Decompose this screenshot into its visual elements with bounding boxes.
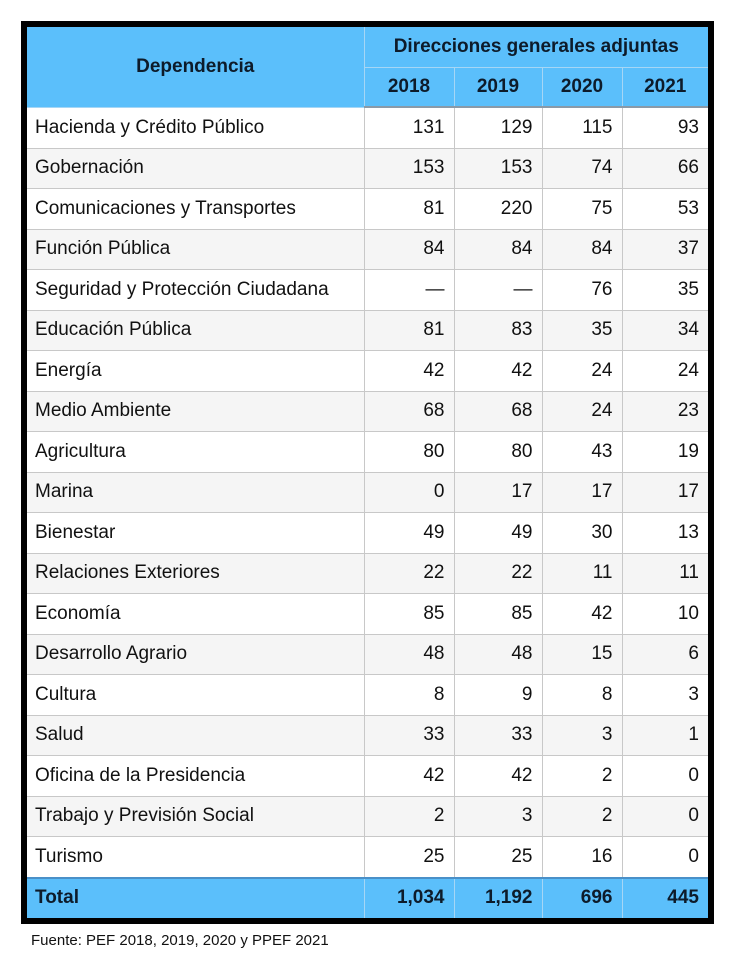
data-table-frame [21, 21, 714, 924]
value-2020: 24 [542, 351, 622, 392]
value-2020: 2 [542, 796, 622, 837]
value-2018: 81 [364, 310, 454, 351]
total-2019: 1,192 [454, 878, 542, 918]
table-row [27, 715, 708, 756]
dependency-name: Función Pública [27, 229, 364, 270]
value-2018: 84 [364, 229, 454, 270]
dependency-name: Agricultura [27, 432, 364, 473]
table-row [27, 148, 708, 189]
dependency-name: Trabajo y Previsión Social [27, 796, 364, 837]
value-2020: 76 [542, 270, 622, 311]
header-group-direcciones: Direcciones generales adjuntas [364, 27, 708, 68]
dependency-name: Medio Ambiente [27, 391, 364, 432]
value-2019: 84 [454, 229, 542, 270]
value-2019: 9 [454, 675, 542, 716]
value-2021: 66 [622, 148, 708, 189]
dependency-name: Turismo [27, 837, 364, 878]
value-2019: 17 [454, 472, 542, 513]
dependency-name: Cultura [27, 675, 364, 716]
value-2018: 42 [364, 756, 454, 797]
table-footer [27, 878, 708, 918]
dependency-name: Economía [27, 594, 364, 635]
value-2019: 42 [454, 756, 542, 797]
table-row [27, 472, 708, 513]
source-note: Fuente: PEF 2018, 2019, 2020 y PPEF 2021 [31, 932, 329, 949]
value-2019: 85 [454, 594, 542, 635]
value-2021: 1 [622, 715, 708, 756]
total-row [27, 878, 708, 918]
table-row [27, 229, 708, 270]
value-2020: 84 [542, 229, 622, 270]
total-2020: 696 [542, 878, 622, 918]
table-row [27, 634, 708, 675]
value-2018: 49 [364, 513, 454, 554]
dependency-name: Desarrollo Agrario [27, 634, 364, 675]
header-year-2020: 2020 [542, 68, 622, 108]
table-row [27, 107, 708, 148]
dependency-name: Energía [27, 351, 364, 392]
value-2019: 25 [454, 837, 542, 878]
value-2020: 115 [542, 107, 622, 148]
value-2018: 2 [364, 796, 454, 837]
value-2018: 8 [364, 675, 454, 716]
value-2021: 17 [622, 472, 708, 513]
header-dependencia: Dependencia [27, 27, 364, 107]
value-2018: 25 [364, 837, 454, 878]
value-2021: 3 [622, 675, 708, 716]
value-2021: 34 [622, 310, 708, 351]
value-2020: 74 [542, 148, 622, 189]
dependency-name: Gobernación [27, 148, 364, 189]
table-row [27, 189, 708, 230]
value-2021: 24 [622, 351, 708, 392]
value-2021: 6 [622, 634, 708, 675]
table-row [27, 837, 708, 878]
value-2019: 49 [454, 513, 542, 554]
value-2019: 3 [454, 796, 542, 837]
dependency-name: Hacienda y Crédito Público [27, 107, 364, 148]
value-2019: 80 [454, 432, 542, 473]
value-2019: 33 [454, 715, 542, 756]
value-2021: 37 [622, 229, 708, 270]
value-2021: 11 [622, 553, 708, 594]
value-2018: 153 [364, 148, 454, 189]
value-2021: 10 [622, 594, 708, 635]
dependency-name: Salud [27, 715, 364, 756]
dependency-name: Educación Pública [27, 310, 364, 351]
table-body [27, 107, 708, 878]
value-2021: 93 [622, 107, 708, 148]
table-row [27, 391, 708, 432]
table-row [27, 796, 708, 837]
header-year-2018: 2018 [364, 68, 454, 108]
value-2019: 22 [454, 553, 542, 594]
total-2021: 445 [622, 878, 708, 918]
table-row [27, 513, 708, 554]
value-2021: 19 [622, 432, 708, 473]
total-label: Total [27, 878, 364, 918]
value-2018: 0 [364, 472, 454, 513]
value-2020: 24 [542, 391, 622, 432]
dependency-name: Relaciones Exteriores [27, 553, 364, 594]
header-year-2019: 2019 [454, 68, 542, 108]
value-2018: 42 [364, 351, 454, 392]
value-2021: 0 [622, 756, 708, 797]
total-2018: 1,034 [364, 878, 454, 918]
value-2021: 23 [622, 391, 708, 432]
table-row [27, 553, 708, 594]
value-2019: 48 [454, 634, 542, 675]
table-row [27, 675, 708, 716]
value-2021: 35 [622, 270, 708, 311]
value-2018: 48 [364, 634, 454, 675]
header-year-2021: 2021 [622, 68, 708, 108]
value-2018: 80 [364, 432, 454, 473]
value-2020: 15 [542, 634, 622, 675]
value-2020: 35 [542, 310, 622, 351]
direcciones-table [27, 27, 708, 918]
value-2019: 42 [454, 351, 542, 392]
dependency-name: Oficina de la Presidencia [27, 756, 364, 797]
value-2020: 2 [542, 756, 622, 797]
table-row [27, 310, 708, 351]
table-row [27, 594, 708, 635]
value-2019: — [454, 270, 542, 311]
value-2021: 0 [622, 837, 708, 878]
value-2021: 53 [622, 189, 708, 230]
value-2021: 13 [622, 513, 708, 554]
value-2018: 131 [364, 107, 454, 148]
value-2018: 81 [364, 189, 454, 230]
value-2018: 33 [364, 715, 454, 756]
dependency-name: Bienestar [27, 513, 364, 554]
table-header [27, 27, 708, 107]
value-2020: 17 [542, 472, 622, 513]
value-2019: 68 [454, 391, 542, 432]
value-2020: 3 [542, 715, 622, 756]
value-2018: — [364, 270, 454, 311]
value-2021: 0 [622, 796, 708, 837]
dependency-name: Seguridad y Protección Ciudadana [27, 270, 364, 311]
value-2019: 83 [454, 310, 542, 351]
dependency-name: Marina [27, 472, 364, 513]
value-2020: 8 [542, 675, 622, 716]
value-2020: 16 [542, 837, 622, 878]
value-2019: 129 [454, 107, 542, 148]
table-row [27, 756, 708, 797]
value-2018: 68 [364, 391, 454, 432]
value-2019: 220 [454, 189, 542, 230]
value-2020: 30 [542, 513, 622, 554]
table-row [27, 432, 708, 473]
dependency-name: Comunicaciones y Transportes [27, 189, 364, 230]
table-row [27, 351, 708, 392]
value-2020: 75 [542, 189, 622, 230]
value-2018: 22 [364, 553, 454, 594]
value-2019: 153 [454, 148, 542, 189]
value-2020: 11 [542, 553, 622, 594]
value-2020: 43 [542, 432, 622, 473]
value-2020: 42 [542, 594, 622, 635]
table-row [27, 270, 708, 311]
value-2018: 85 [364, 594, 454, 635]
